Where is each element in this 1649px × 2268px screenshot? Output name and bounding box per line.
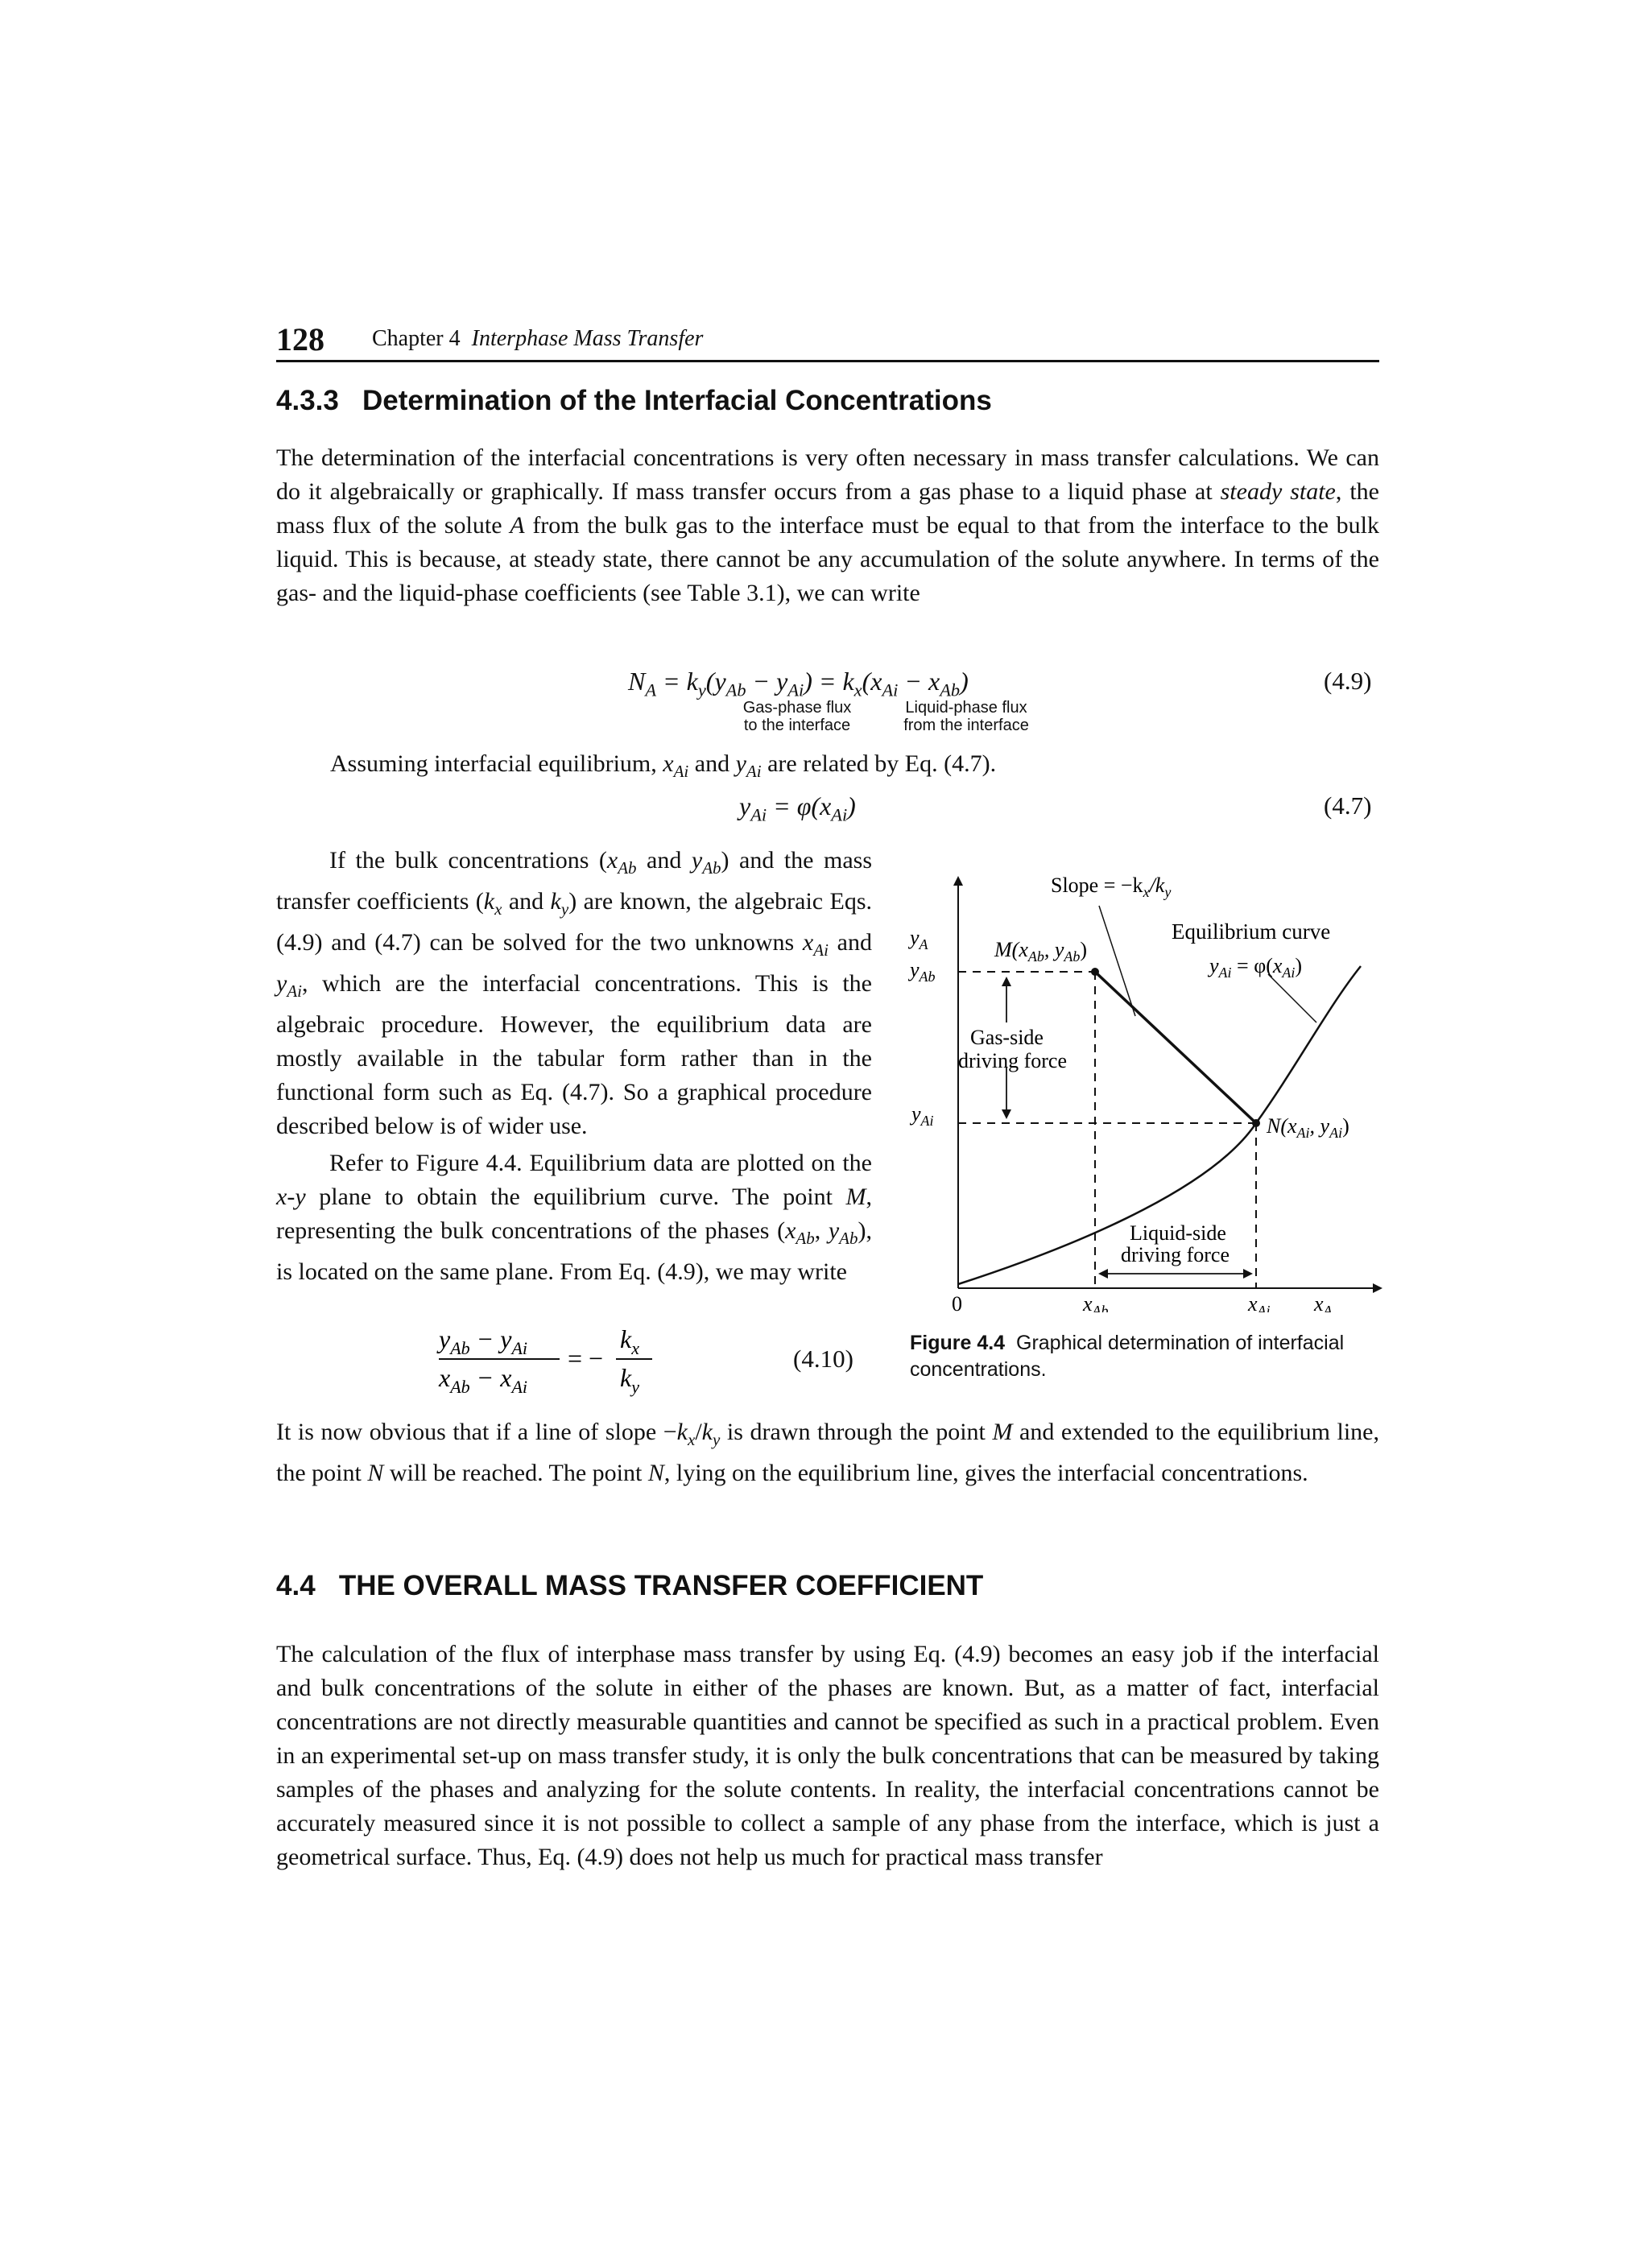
equation-4-7: $y_{Ai} = \varphi(x_{Ai})$ <box>739 791 856 825</box>
gas-side-label-line1: Gas-side <box>970 1026 1044 1049</box>
equation-4-9-number: (4.9) <box>1324 667 1372 695</box>
origin-label: 0 <box>952 1292 962 1312</box>
y-tick-yab: $y_{Ab}$ <box>910 958 936 985</box>
x-tick-xab: $x_{Ab}$ <box>1083 1292 1109 1312</box>
equation-4-10-number: (4.10) <box>793 1345 853 1373</box>
chapter-title: Interphase Mass Transfer <box>471 326 704 351</box>
equation-4-10 <box>403 1320 709 1401</box>
figure-caption-text: Graphical determination of interfacial concentrations. <box>910 1332 1345 1381</box>
paragraph-1: The determination of the interfacial concentrations is very often necessary in mass transfer calculations. We can do it algebraically or graphically. If mass transfer occurs from a gas phase to a liquid phase at steady state, the mass flux of the solute A from the bulk gas to the interface must be equal to that from the interface to the bulk liquid. This is because, at steady state, there cannot be any accumulation of the solute anywhere. In terms of the gas- and the liquid-phase coefficients (see Table 3.1), we can write <box>276 444 1379 606</box>
equilibrium-pointer <box>1268 974 1316 1022</box>
paragraph-5: The calculation of the flux of interphase mass transfer by using Eq. (4.9) becomes an easy job if the interfacial and bulk concentrations of the solute in either of the phases are known. But, as a matter of fact, interfacial concentrations are not directly measurable quantities and cannot be specified as such in a practical problem. Even in an experimental set-up on mass transfer study, it is only the bulk concentrations that can be measured by taking samples of the phases and analyzing for the solute contents. In reality, the interfacial concentrations cannot be accurately measured since it is not possible to collect a sample of any phase from the interface, which is just a geometrical surface. Thus, Eq. (4.9) does not help us much for practical mass transfer <box>276 1641 1379 1870</box>
x-axis-label-xa: $x_A$ <box>1314 1292 1333 1312</box>
equilibrium-equation-label: $y_{Ai} = \varphi(x_{Ai})$ <box>1209 954 1303 981</box>
figure-4-4 <box>894 861 1393 1312</box>
chapter-number: Chapter 4 <box>372 326 461 351</box>
section-heading-44: 4.4 THE OVERALL MASS TRANSFER COEFFICIENT <box>276 1570 984 1601</box>
paragraph-2: If the bulk concentrations ($x_{Ab}$ and $y_{Ab}$) and the mass transfer coefficients ($k_x$ and $k_y$) are known, the algebraic Eqs. (4.9) and (4.7) can be solved for the two unknowns $x_{Ai}$ and $y_{Ai}$, which are the interfacial concentrations. This is the algebraic procedure. However, the equilibrium data are mostly available in the tabular form rather than in the functional form such as Eq. (4.7). So a graphical procedure described below is of wider use. <box>276 847 872 1139</box>
slope-line-mn <box>1095 972 1256 1123</box>
liquid-side-label-line1: Liquid-side <box>1130 1221 1226 1245</box>
point-m <box>1091 968 1099 976</box>
note-liquid-phase-flux: Liquid-phase flux from the interface <box>903 699 1029 734</box>
eq410-numerator-left: $y_{Ab} - y_{Ai}$ <box>439 1324 528 1358</box>
figure-caption <box>910 1330 1385 1383</box>
equation-4-7-number: (4.7) <box>1324 791 1372 820</box>
slope-label: Slope = $-k_x/k_y$ <box>1051 874 1172 900</box>
paragraph-4: It is now obvious that if a line of slope $-k_x/k_y$ is drawn through the point M and extended to the equilibrium line, the point N will be reached. The point N, lying on the equilibrium line, gives the interfacial concentrations. <box>276 1419 1379 1486</box>
paragraph-3: Refer to Figure 4.4. Equilibrium data are plotted on the x-y plane to obtain the equilibrium curve. The point M, representing the bulk concentrations of the phases ($x_{Ab}$, $y_{Ab}$), is located on the same plane. From Eq. (4.9), we may write <box>276 1150 872 1285</box>
slope-pointer <box>1099 906 1135 1016</box>
page-number: 128 <box>276 321 324 357</box>
section-heading-433: 4.3.3 Determination of the Interfacial Concentrations <box>276 385 992 416</box>
assumption-sentence: Assuming interfacial equilibrium, $x_{Ai}$ and $y_{Ai}$ are related by Eq. (4.7). <box>330 750 997 781</box>
eq410-denominator-right: $k_y$ <box>620 1363 639 1397</box>
header-rule <box>276 360 1379 362</box>
x-tick-xai: $x_{Ai}$ <box>1248 1292 1271 1312</box>
eq410-equals-minus: = − <box>568 1344 604 1373</box>
figure-4-4-diagram <box>894 861 1393 1312</box>
equation-4-9: $N_A = k_y(y_{Ab} - y_{Ai}) = k_x(x_{Ai} - x_{Ab})$ <box>628 667 969 700</box>
point-n-label: $N(x_{Ai}$, $y_{Ai}$) <box>1267 1114 1349 1141</box>
note-gas-phase-flux: Gas-phase flux to the interface <box>742 699 852 734</box>
liquid-side-label-line2: driving force <box>1121 1243 1230 1266</box>
y-axis-label-ya: $y_A$ <box>910 926 928 952</box>
eq410-denominator-left: $x_{Ab} - x_{Ai}$ <box>439 1363 528 1397</box>
eq410-numerator-right: $k_x$ <box>620 1324 639 1358</box>
figure-caption-label: Figure 4.4 <box>910 1332 1006 1354</box>
point-n <box>1252 1119 1260 1127</box>
y-tick-yai: $y_{Ai}$ <box>911 1102 934 1129</box>
running-header <box>372 326 703 352</box>
equilibrium-curve-label: Equilibrium curve <box>1172 919 1331 944</box>
gas-side-label-line2: driving force <box>958 1049 1068 1072</box>
point-m-label: $M(x_{Ab}$, $y_{Ab}$) <box>994 938 1088 965</box>
equation-4-10-svg <box>403 1320 709 1401</box>
